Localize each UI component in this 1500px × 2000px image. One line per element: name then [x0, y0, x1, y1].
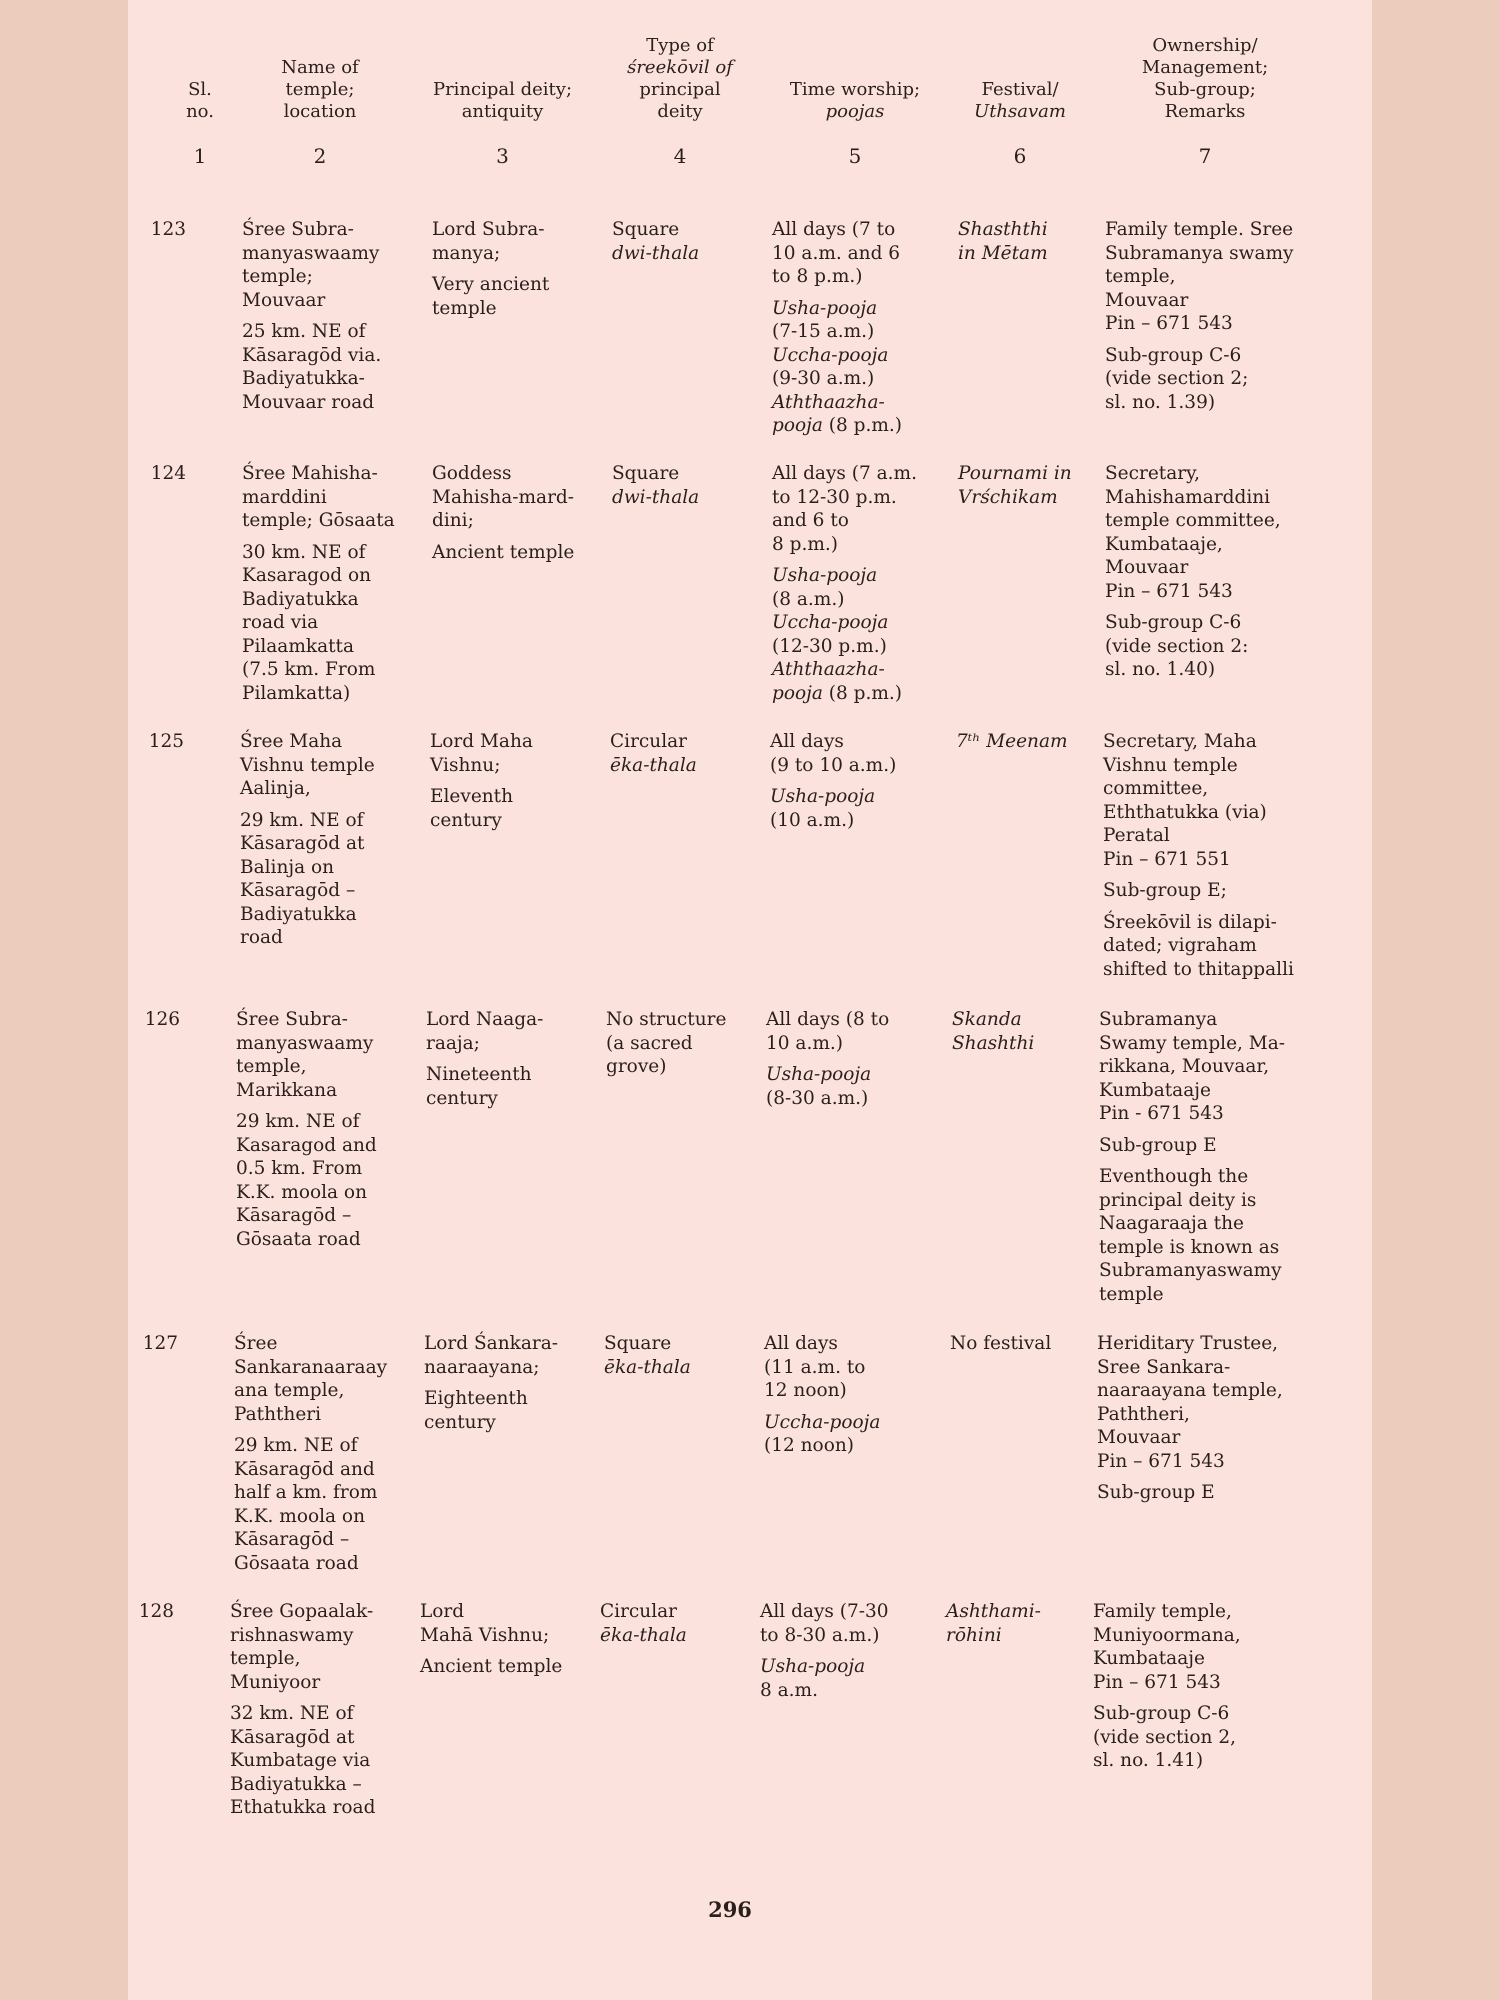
deity-name: Lord Maha Vishnu;	[430, 731, 533, 776]
temple-location: 25 km. NE of Kāsaragōd via. Badiyatukka- Mouvaar road	[242, 321, 382, 413]
pooja-time: pooja (8 p.m.)	[772, 415, 903, 436]
festival-name: 7ᵗʰ Meenam	[956, 731, 1068, 752]
deity-antiquity: Ancient temple	[432, 541, 575, 563]
worship-hours: All days (7 a.m. to 12-30 p.m. and 6 to 8 p.m.)	[772, 463, 917, 555]
festival-name: Ashthami- rōhini	[946, 1601, 1041, 1646]
pooja-time: (8-30 a.m.)	[766, 1087, 869, 1109]
header-line: Name of	[281, 57, 359, 78]
deity-name: Lord Subra- manya;	[432, 219, 545, 264]
temple-location: 29 km. NE of Kāsaragōd and half a km. from K.K. moola on Kāsaragōd – Gōsaata road	[234, 1435, 378, 1574]
sreekovil-thala: ēka-thala	[610, 754, 697, 776]
deity-name: Lord Śankara- naaraayana;	[424, 1333, 558, 1378]
page-number: 296	[708, 1897, 752, 1922]
pooja-entry	[766, 1063, 946, 1110]
cell-principal-deity	[424, 1332, 599, 1442]
deity-name: Goddess Mahisha-mard- dini;	[432, 463, 575, 531]
pooja-name: Uccha-pooja	[772, 612, 889, 633]
header-line: temple;	[285, 79, 355, 100]
sreekovil-thala: ēka-thala	[604, 1356, 691, 1378]
pooja-time: (8 a.m.)	[772, 588, 845, 610]
cell-ownership	[1097, 1332, 1312, 1513]
cell-festival	[952, 1008, 1097, 1063]
pooja-time: (10 a.m.)	[770, 809, 855, 831]
cell-time-worship	[766, 1008, 946, 1110]
cell-temple-name-location	[240, 730, 425, 958]
sreekovil-shape: Square	[612, 219, 680, 240]
pooja-entry	[772, 391, 952, 438]
sreekovil-shape: Square	[612, 463, 680, 484]
pooja-time: (9-30 a.m.)	[772, 368, 875, 389]
cell-sreekovil-type	[610, 730, 770, 785]
cell-temple-name-location	[242, 218, 427, 422]
cell-time-worship	[772, 218, 952, 438]
sub-group: Sub-group C-6 (vide section 2; sl. no. 1.39)	[1105, 344, 1249, 413]
cell-time-worship	[764, 1332, 944, 1458]
cell-principal-deity	[420, 1600, 595, 1687]
column-number-6: 6	[1013, 144, 1027, 168]
deity-antiquity: Eighteenth century	[424, 1388, 528, 1433]
cell-principal-deity	[430, 730, 605, 840]
temple-name: Śree Subra- manyaswaamy temple, Marikkana	[236, 1009, 374, 1101]
deity-antiquity: Eleventh century	[430, 786, 514, 831]
deity-name: Lord Naaga- raaja;	[426, 1009, 544, 1054]
header-line: Remarks	[1164, 101, 1246, 122]
ownership-management: Secretary, Maha Vishnu temple committee, Eththatukka (via) Peratal Pin – 671 551	[1103, 731, 1267, 870]
pooja-name: Usha-pooja	[770, 786, 876, 807]
ownership-management: Family temple. Sree Subramanya swamy temple, Mouvaar Pin – 671 543	[1105, 219, 1294, 334]
pooja-name: Usha-pooja	[766, 1064, 872, 1085]
header-sl-no	[170, 28, 230, 123]
remarks: Eventhough the principal deity is Naagaraaja the temple is known as Subramanyaswamy temple	[1099, 1166, 1282, 1305]
temple-location: 32 km. NE of Kāsaragōd at Kumbatage via Badiyatukka – Ethatukka road	[230, 1703, 376, 1818]
pooja-entry	[772, 297, 952, 344]
header-line: no.	[186, 101, 214, 122]
pooja-entry	[772, 344, 952, 391]
worship-hours: All days (8 to 10 a.m.)	[766, 1009, 890, 1054]
pooja-time: pooja (8 p.m.)	[772, 682, 903, 704]
worship-hours: All days (9 to 10 a.m.)	[770, 731, 897, 776]
cell-ownership	[1105, 462, 1320, 690]
ownership-management: Family temple, Muniyoormana, Kumbataaje Pin – 671 543	[1093, 1601, 1241, 1693]
worship-hours: All days (7-30 to 8-30 a.m.)	[760, 1601, 889, 1646]
cell-temple-name-location	[242, 462, 427, 713]
pooja-name: Aththaazha-	[772, 391, 885, 413]
cell-sl-no: 128	[138, 1601, 174, 1622]
column-number-1: 1	[193, 144, 207, 168]
pooja-entry	[764, 1411, 944, 1458]
sreekovil-type: No structure (a sacred grove)	[606, 1009, 727, 1077]
header-line: principal	[639, 79, 721, 100]
ownership-management: Heriditary Trustee, Sree Sankara- naaraayana temple, Paththeri, Mouvaar Pin – 671 543	[1097, 1333, 1283, 1472]
cell-sreekovil-type	[612, 218, 772, 273]
sub-group: Sub-group E;	[1103, 880, 1227, 901]
cell-ownership	[1105, 218, 1320, 422]
festival-name: Skanda Shashthi	[952, 1009, 1035, 1054]
header-line: Time worship;	[789, 79, 921, 100]
temple-name: Śree Mahisha- marddini temple; Gōsaata	[242, 463, 395, 531]
header-name-of-temple	[230, 28, 410, 123]
header-line: Type of	[646, 35, 714, 56]
cell-ownership	[1103, 730, 1318, 989]
temple-name: Śree Maha Vishnu temple Aalinja,	[240, 731, 375, 799]
header-line: deity	[657, 101, 703, 122]
header-festival	[945, 28, 1095, 123]
header-line: location	[283, 101, 357, 122]
cell-festival	[950, 1332, 1095, 1364]
header-line: śreekōvil of	[627, 57, 733, 78]
pooja-entry	[770, 785, 950, 832]
sub-group: Sub-group C-6 (vide section 2, sl. no. 1.41)	[1093, 1703, 1236, 1771]
pooja-name: Uccha-pooja	[772, 344, 889, 366]
sub-group: Sub-group C-6 (vide section 2: sl. no. 1.40)	[1105, 612, 1249, 680]
cell-festival	[946, 1600, 1091, 1655]
cell-sl-no: 127	[142, 1333, 178, 1354]
cell-time-worship	[760, 1600, 940, 1702]
pooja-entry	[772, 611, 952, 658]
header-principal-deity	[410, 28, 595, 123]
scan-margin-left	[0, 0, 128, 2000]
temple-name: Śree Subra- manyaswaamy temple; Mouvaar	[242, 219, 380, 311]
header-line: Management;	[1141, 57, 1269, 78]
pooja-name: Usha-pooja	[760, 1656, 866, 1677]
deity-name: Lord Mahā Vishnu;	[420, 1601, 550, 1646]
cell-time-worship	[772, 462, 952, 705]
header-time-worship	[765, 28, 945, 123]
sreekovil-shape: Circular	[600, 1601, 677, 1622]
pooja-name: Uccha-pooja	[764, 1411, 881, 1433]
cell-ownership	[1099, 1008, 1314, 1314]
sreekovil-shape: Circular	[610, 731, 687, 752]
header-line: antiquity	[461, 101, 544, 122]
cell-time-worship	[770, 730, 950, 832]
cell-temple-name-location	[234, 1332, 419, 1583]
pooja-time: 8 a.m.	[760, 1679, 818, 1701]
cell-ownership	[1093, 1600, 1308, 1781]
cell-festival	[958, 218, 1103, 273]
sreekovil-thala: dwi-thala	[612, 242, 700, 264]
scan-margin-right	[1372, 0, 1500, 2000]
pooja-entry	[772, 658, 952, 705]
header-line: Uthsavam	[974, 101, 1066, 122]
column-number-3: 3	[496, 144, 509, 168]
sub-group: Sub-group E	[1097, 1482, 1215, 1503]
cell-sreekovil-type	[612, 462, 772, 517]
deity-antiquity: Nineteenth century	[426, 1064, 532, 1109]
pooja-time: (12 noon)	[764, 1435, 854, 1456]
header-type-of-sreekovil	[595, 28, 765, 123]
pooja-entry	[772, 564, 952, 611]
cell-principal-deity	[432, 218, 607, 328]
pooja-name: Usha-pooja	[772, 297, 878, 319]
sub-group: Sub-group E	[1099, 1134, 1217, 1156]
cell-sl-no: 125	[148, 731, 184, 752]
cell-festival	[958, 462, 1103, 517]
header-line: Festival/	[981, 79, 1059, 100]
temple-name: Śree Gopaalak- rishnaswamy temple, Muniyoor	[230, 1601, 374, 1693]
header-line: Principal deity;	[432, 79, 573, 100]
cell-temple-name-location	[236, 1008, 421, 1259]
temple-location: 29 km. NE of Kasaragod and 0.5 km. From K.K. moola on Kāsaragōd – Gōsaata road	[236, 1111, 377, 1250]
cell-festival	[956, 730, 1101, 762]
cell-sreekovil-type	[600, 1600, 760, 1655]
cell-temple-name-location	[230, 1600, 415, 1828]
pooja-name: Usha-pooja	[772, 565, 878, 586]
deity-antiquity: Very ancient temple	[432, 274, 550, 319]
deity-antiquity: Ancient temple	[420, 1656, 563, 1677]
cell-sl-no: 124	[150, 463, 186, 484]
column-number-5: 5	[848, 144, 862, 168]
header-ownership	[1095, 28, 1315, 123]
sreekovil-shape: Square	[604, 1333, 672, 1354]
pooja-time: (12-30 p.m.)	[772, 635, 887, 657]
column-number-7: 7	[1198, 144, 1212, 168]
cell-sl-no: 123	[150, 219, 186, 240]
cell-principal-deity	[426, 1008, 601, 1118]
sreekovil-thala: dwi-thala	[612, 486, 700, 508]
ownership-management: Secretary, Mahishamarddini temple committee, Kumbataaje, Mouvaar Pin – 671 543	[1105, 463, 1281, 602]
pooja-name: Aththaazha-	[772, 659, 885, 680]
header-line: Ownership/	[1152, 35, 1258, 56]
header-line: poojas	[825, 101, 885, 122]
cell-sreekovil-type	[606, 1008, 766, 1087]
ownership-management: Subramanya Swamy temple, Ma- rikkana, Mouvaar, Kumbataaje Pin - 671 543	[1099, 1009, 1286, 1124]
remarks: Śreekōvil is dilapi- dated; vigraham shifted to thitappalli	[1103, 911, 1294, 980]
cell-sreekovil-type	[604, 1332, 764, 1387]
sreekovil-thala: ēka-thala	[600, 1624, 687, 1646]
header-line: Sub-group;	[1154, 79, 1256, 100]
worship-hours: All days (11 a.m. to 12 noon)	[764, 1333, 866, 1401]
cell-principal-deity	[432, 462, 607, 572]
festival-name: Shasththi in Mētam	[958, 219, 1048, 264]
column-number-2: 2	[313, 144, 327, 168]
temple-location: 29 km. NE of Kāsaragōd at Balinja on Kāsaragōd – Badiyatukka road	[240, 809, 365, 948]
worship-hours: All days (7 to 10 a.m. and 6 to 8 p.m.)	[772, 219, 901, 287]
cell-sl-no: 126	[144, 1009, 180, 1030]
temple-name: Śree Sankaranaaraay ana temple, Paththeri	[234, 1333, 388, 1425]
temple-location: 30 km. NE of Kasaragod on Badiyatukka road via Pilaamkatta (7.5 km. From Pilamkatta)	[242, 541, 376, 704]
pooja-time: (7-15 a.m.)	[772, 321, 875, 342]
header-line: Sl.	[188, 79, 212, 100]
festival-name: Pournami in Vrśchikam	[958, 463, 1072, 508]
pooja-entry	[760, 1655, 940, 1702]
column-number-4: 4	[673, 144, 687, 168]
festival-name: No festival	[950, 1333, 1052, 1354]
